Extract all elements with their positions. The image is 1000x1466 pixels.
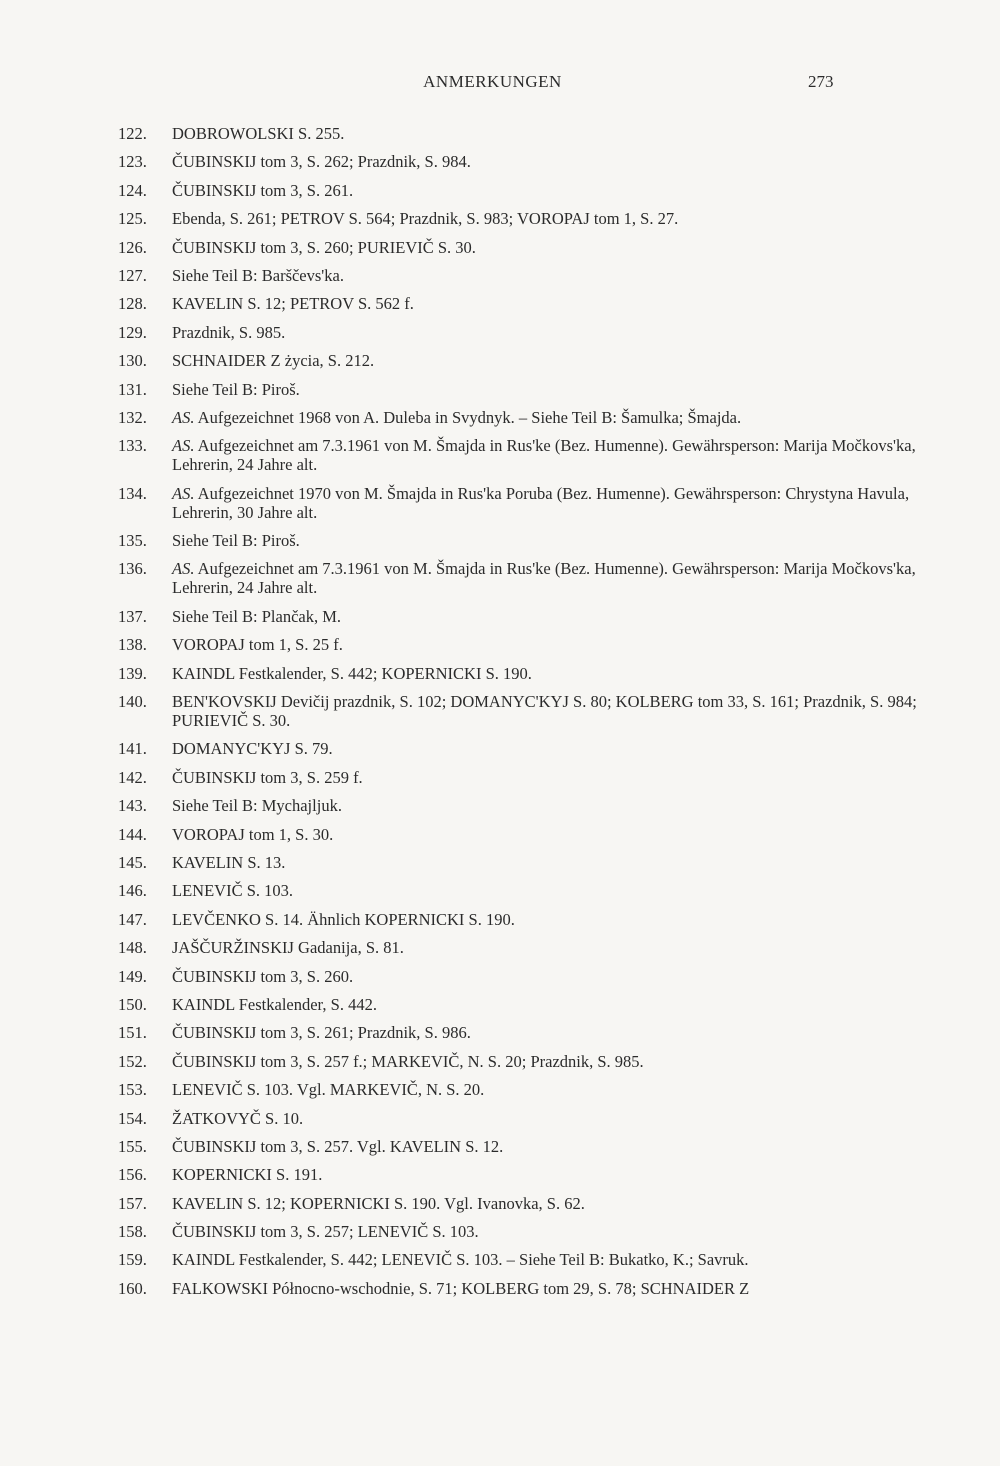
endnote-text: [172, 1109, 918, 1128]
endnote-body: KAINDL Festkalender, S. 442.: [172, 994, 377, 1014]
endnote-body: Siehe Teil B: Barščevs'ka.: [172, 265, 344, 285]
endnote-text: [172, 739, 918, 758]
endnote-body: VOROPAJ tom 1, S. 30.: [172, 824, 334, 844]
endnote-item: [118, 124, 918, 143]
endnote-text: [172, 124, 918, 143]
endnote-item: [118, 294, 918, 313]
endnote-number: 151.: [118, 1023, 147, 1043]
endnote-text: [172, 881, 918, 900]
endnote-number: 132.: [118, 407, 147, 427]
endnote-text: [172, 380, 918, 399]
endnote-item: [118, 692, 921, 731]
endnote-body: KOPERNICKI S. 191.: [172, 1165, 323, 1185]
endnote-text: [172, 436, 918, 474]
endnote-item: [118, 768, 918, 787]
endnote-body: DOMANYC'KYJ S. 79.: [172, 739, 333, 759]
endnote-text: [172, 1250, 918, 1269]
endnote-item: [118, 436, 918, 474]
endnote-number: 148.: [118, 938, 147, 958]
endnote-number: 149.: [118, 966, 147, 986]
endnote-body: Ebenda, S. 261; PETROV S. 564; Prazdnik, S. 983; VOROPAJ tom 1, S. 27.: [172, 209, 679, 229]
endnote-item: [118, 531, 918, 550]
endnote-body: ČUBINSKIJ tom 3, S. 262; Prazdnik, S. 984.: [172, 152, 471, 172]
endnote-item: [118, 1279, 918, 1298]
endnote-item: [118, 1023, 918, 1042]
endnote-body: FALKOWSKI Północno-wschodnie, S. 71; KOLBERG tom 29, S. 78; SCHNAIDER Z: [172, 1278, 750, 1298]
endnote-text: [172, 910, 918, 929]
endnote-number: 147.: [118, 909, 147, 929]
endnote-body: ČUBINSKIJ tom 3, S. 260; PURIEVIČ S. 30.: [172, 237, 476, 257]
endnote-body: ČUBINSKIJ tom 3, S. 257 f.; MARKEVIČ, N. S. 20; Prazdnik, S. 985.: [172, 1051, 644, 1071]
endnote-body: KAINDL Festkalender, S. 442; LENEVIČ S. 103. – Siehe Teil B: Bukatko, K.; Savruk.: [172, 1250, 749, 1270]
endnote-text: [172, 1137, 918, 1156]
endnote-text: [172, 1222, 918, 1241]
endnote-item: [118, 1080, 918, 1099]
running-head: [0, 72, 1000, 96]
endnote-text: [172, 768, 918, 787]
endnote-text: [172, 1080, 918, 1099]
endnote-body: BEN'KOVSKIJ Devičij prazdnik, S. 102; DOMANYC'KYJ S. 80; KOLBERG tom 33, S. 161; Prazdnik, S. 984; PURIEVIČ S. 30.: [172, 692, 921, 731]
endnote-item: [118, 1137, 918, 1156]
endnote-number: 125.: [118, 209, 147, 229]
endnote-body: Siehe Teil B: Piroš.: [172, 531, 300, 551]
endnote-number: 144.: [118, 824, 147, 844]
endnote-number: 142.: [118, 767, 147, 787]
endnote-item: [118, 323, 918, 342]
endnote-number: 128.: [118, 294, 147, 314]
endnote-number: 139.: [118, 663, 147, 683]
endnote-text: [172, 995, 918, 1014]
endnote-item: [118, 607, 918, 626]
endnote-body: ČUBINSKIJ tom 3, S. 260.: [172, 966, 354, 986]
endnote-body: VOROPAJ tom 1, S. 25 f.: [172, 635, 343, 655]
endnote-body: LENEVIČ S. 103.: [172, 881, 293, 901]
endnote-number: 130.: [118, 351, 147, 371]
endnote-item: [118, 664, 918, 683]
endnote-item: [118, 266, 918, 285]
endnote-body: ČUBINSKIJ tom 3, S. 257; LENEVIČ S. 103.: [172, 1222, 479, 1242]
endnote-text: [172, 853, 918, 872]
endnote-number: 134.: [118, 483, 147, 503]
endnote-item: [118, 209, 918, 228]
endnote-abbreviation: AS.: [172, 436, 195, 456]
endnote-item: [118, 1165, 918, 1184]
endnote-number: 152.: [118, 1051, 147, 1071]
endnote-body: Aufgezeichnet am 7.3.1961 von M. Šmajda in Rus'ke (Bez. Humenne). Gewährsperson: Marija Močkovs'ka, Lehrerin, 24 Jahre alt.: [172, 559, 920, 598]
endnote-text: [172, 825, 918, 844]
endnote-text: [172, 531, 918, 550]
endnote-body: JAŠČURŽINSKIJ Gadanija, S. 81.: [172, 938, 404, 958]
endnote-text: [172, 635, 918, 654]
endnote-text: [172, 664, 918, 683]
endnote-item: [118, 380, 918, 399]
endnote-number: 141.: [118, 739, 147, 759]
endnote-abbreviation: AS.: [172, 483, 195, 503]
endnote-text: [172, 692, 921, 731]
endnote-number: 133.: [118, 436, 147, 456]
endnote-text: [172, 484, 918, 522]
endnote-item: [118, 559, 918, 597]
endnote-number: 145.: [118, 852, 147, 872]
endnote-number: 156.: [118, 1165, 147, 1185]
endnote-number: 146.: [118, 881, 147, 901]
endnote-item: [118, 1194, 918, 1213]
endnote-item: [118, 351, 918, 370]
endnote-body: KAVELIN S. 12; PETROV S. 562 f.: [172, 294, 414, 314]
endnote-item: [118, 1052, 918, 1071]
endnote-number: 131.: [118, 379, 147, 399]
endnote-item: [118, 938, 918, 957]
endnote-item: [118, 484, 918, 522]
endnote-item: [118, 1109, 918, 1128]
endnote-text: [172, 323, 918, 342]
endnote-number: 123.: [118, 152, 147, 172]
endnote-number: 143.: [118, 796, 147, 816]
endnote-item: [118, 739, 918, 758]
endnote-item: [118, 881, 918, 900]
endnote-abbreviation: AS.: [172, 559, 195, 579]
endnote-abbreviation: AS.: [172, 407, 195, 427]
endnote-text: [172, 1279, 918, 1298]
endnote-body: Aufgezeichnet 1970 von M. Šmajda in Rus'ka Poruba (Bez. Humenne). Gewährsperson: Chrystyna Havula, Lehrerin, 30 Jahre alt.: [172, 483, 914, 522]
endnote-item: [118, 825, 918, 844]
endnote-item: [118, 1250, 918, 1269]
endnote-text: [172, 1194, 918, 1213]
endnote-body: SCHNAIDER Z życia, S. 212.: [172, 351, 375, 371]
endnote-body: KAVELIN S. 13.: [172, 852, 286, 872]
endnote-body: ŽATKOVYČ S. 10.: [172, 1108, 304, 1128]
endnote-number: 137.: [118, 606, 147, 626]
endnote-item: [118, 181, 918, 200]
endnote-number: 138.: [118, 635, 147, 655]
endnote-number: 122.: [118, 124, 147, 143]
endnote-text: [172, 152, 918, 171]
endnote-number: 157.: [118, 1193, 147, 1213]
endnote-item: [118, 796, 918, 815]
endnote-number: 129.: [118, 322, 147, 342]
endnote-number: 160.: [118, 1278, 147, 1298]
endnote-body: KAINDL Festkalender, S. 442; KOPERNICKI S. 190.: [172, 663, 532, 683]
endnote-text: [172, 1023, 918, 1042]
endnote-number: 135.: [118, 531, 147, 551]
endnote-item: [118, 967, 918, 986]
endnote-item: [118, 408, 918, 427]
endnote-text: [172, 294, 918, 313]
endnote-item: [118, 238, 918, 257]
endnote-body: LEVČENKO S. 14. Ähnlich KOPERNICKI S. 190.: [172, 909, 515, 929]
endnote-body: ČUBINSKIJ tom 3, S. 261; Prazdnik, S. 986.: [172, 1023, 471, 1043]
endnote-item: [118, 152, 918, 171]
endnote-text: [172, 238, 918, 257]
endnote-number: 140.: [118, 692, 147, 712]
endnote-text: [172, 1165, 918, 1184]
endnote-item: [118, 635, 918, 654]
endnote-item: [118, 1222, 918, 1241]
endnote-body: ČUBINSKIJ tom 3, S. 259 f.: [172, 767, 363, 787]
endnote-text: [172, 967, 918, 986]
endnote-body: KAVELIN S. 12; KOPERNICKI S. 190. Vgl. Ivanovka, S. 62.: [172, 1193, 585, 1213]
endnote-number: 124.: [118, 180, 147, 200]
endnote-text: [172, 607, 918, 626]
endnote-text: [172, 796, 918, 815]
endnote-number: 158.: [118, 1222, 147, 1242]
endnote-body: Prazdnik, S. 985.: [172, 322, 286, 342]
endnote-text: [172, 266, 918, 285]
endnote-text: [172, 938, 918, 957]
endnote-number: 126.: [118, 237, 147, 257]
endnote-body: ČUBINSKIJ tom 3, S. 257. Vgl. KAVELIN S. 12.: [172, 1136, 504, 1156]
endnote-number: 136.: [118, 559, 147, 579]
endnote-text: [172, 209, 918, 228]
endnote-text: [172, 1052, 918, 1071]
endnote-body: Siehe Teil B: Mychajljuk.: [172, 796, 342, 816]
endnote-number: 127.: [118, 265, 147, 285]
endnote-body: ČUBINSKIJ tom 3, S. 261.: [172, 180, 354, 200]
page-number: 273: [808, 72, 834, 91]
endnote-text: [172, 181, 918, 200]
endnote-body: DOBROWOLSKI S. 255.: [172, 124, 345, 143]
endnote-text: [172, 351, 918, 370]
endnote-text: [172, 559, 918, 597]
endnotes-list: [118, 124, 921, 1307]
endnote-body: Siehe Teil B: Plančak, M.: [172, 606, 342, 626]
endnote-item: [118, 853, 918, 872]
endnote-item: [118, 910, 918, 929]
endnote-number: 153.: [118, 1080, 147, 1100]
page-header-title: ANMERKUNGEN: [423, 72, 562, 91]
endnote-body: LENEVIČ S. 103. Vgl. MARKEVIČ, N. S. 20.: [172, 1080, 485, 1100]
endnote-number: 150.: [118, 994, 147, 1014]
endnote-number: 155.: [118, 1136, 147, 1156]
endnote-body: Aufgezeichnet am 7.3.1961 von M. Šmajda in Rus'ke (Bez. Humenne). Gewährsperson: Marija Močkovs'ka, Lehrerin, 24 Jahre alt.: [172, 436, 920, 475]
endnote-number: 154.: [118, 1108, 147, 1128]
endnote-number: 159.: [118, 1250, 147, 1270]
endnote-body: Siehe Teil B: Piroš.: [172, 379, 300, 399]
endnote-item: [118, 995, 918, 1014]
endnote-body: Aufgezeichnet 1968 von A. Duleba in Svydnyk. – Siehe Teil B: Šamulka; Šmajda.: [194, 407, 742, 427]
endnote-text: [172, 408, 918, 427]
